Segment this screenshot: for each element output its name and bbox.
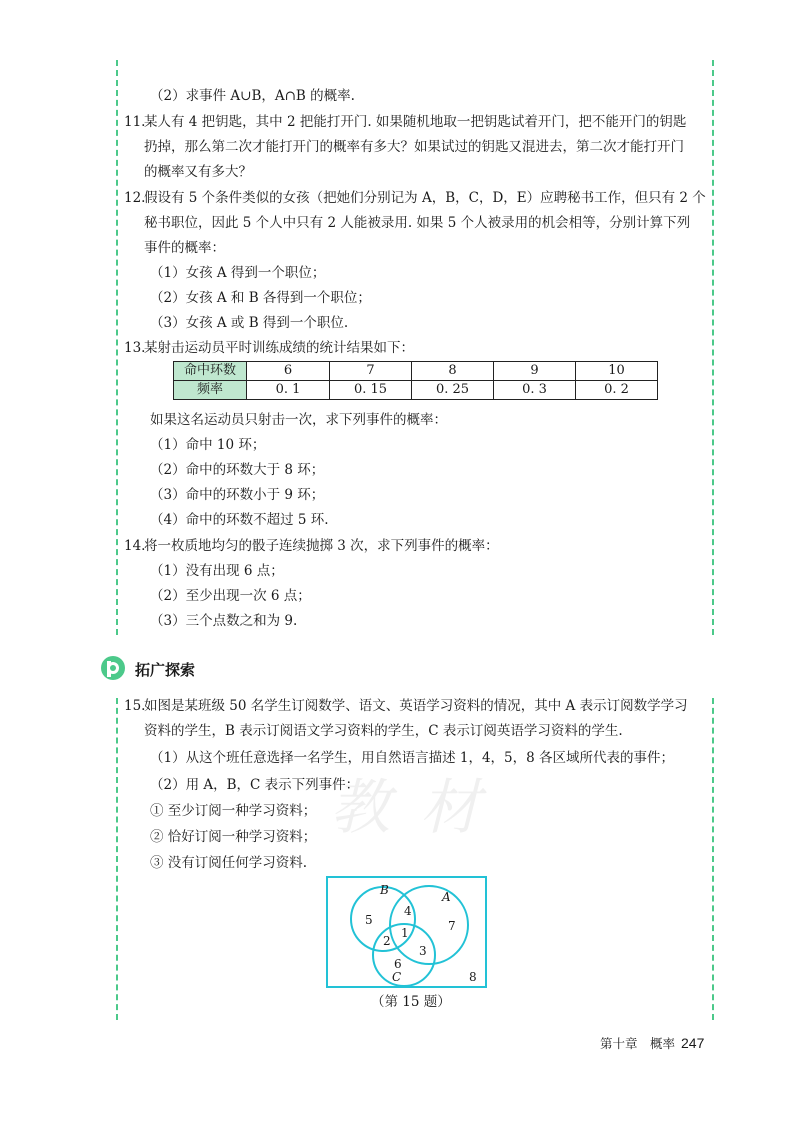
q14-sub2: （2）至少出现一次 6 点； — [150, 588, 311, 604]
table-cell: 0. 1 — [247, 381, 330, 400]
q12-line1: 假设有 5 个条件类似的女孩（把她们分别记为 A，B，C，D，E）应聘秘书工作，但只有 2 个 — [144, 190, 706, 206]
q15-sub2: （2）用 A，B，C 表示下列事件： — [150, 777, 360, 793]
q11-line1: 某人有 4 把钥匙，其中 2 把能打开门. 如果随机地取一把钥匙试着开门，把不能开门的钥匙 — [144, 114, 687, 130]
q14-sub3: （3）三个点数之和为 9. — [150, 613, 298, 629]
venn-region-2: 2 — [383, 934, 391, 948]
q12-sub1: （1）女孩 A 得到一个职位； — [150, 265, 326, 281]
table-cell: 10 — [576, 362, 658, 381]
venn-region-4: 4 — [404, 904, 412, 918]
q13-sub1: （1）命中 10 环； — [150, 437, 266, 453]
page-number: 247 — [681, 1035, 705, 1051]
q14-sub1: （1）没有出现 6 点； — [150, 563, 284, 579]
footer-chapter: 第十章 概率 — [600, 1036, 676, 1051]
q15-choice3: ③ 没有订阅任何学习资料. — [150, 855, 308, 871]
q15-sub1: （1）从这个班任意选择一名学生，用自然语言描述 1，4，5，8 各区域所代表的事件； — [150, 750, 675, 766]
q13-sub3: （3）命中的环数小于 9 环； — [150, 487, 325, 503]
section-logo-icon — [100, 655, 130, 681]
table-cell: 0. 15 — [330, 381, 412, 400]
right-dashed-border-lower — [712, 698, 714, 1020]
left-dashed-border — [116, 60, 118, 635]
q13-sub2: （2）命中的环数大于 8 环； — [150, 462, 325, 478]
venn-region-5: 5 — [365, 913, 373, 927]
venn-region-3: 3 — [419, 944, 427, 958]
q15-choice1: ① 至少订阅一种学习资料； — [150, 803, 317, 819]
venn-label-a: A — [442, 890, 451, 904]
q15-line1: 如图是某班级 50 名学生订阅数学、语文、英语学习资料的情况，其中 A 表示订阅数学学习 — [144, 698, 688, 714]
table-cell: 7 — [330, 362, 412, 381]
table-cell: 0. 3 — [494, 381, 576, 400]
venn-region-8: 8 — [469, 970, 477, 984]
right-dashed-border — [712, 60, 714, 635]
table-cell: 6 — [247, 362, 330, 381]
venn-region-1: 1 — [401, 926, 409, 940]
venn-diagram — [326, 876, 488, 990]
q15-choice2: ② 恰好订阅一种学习资料； — [150, 829, 317, 845]
table-cell: 0. 25 — [412, 381, 494, 400]
venn-region-7: 7 — [448, 919, 456, 933]
q10-sub2: （2）求事件 A∪B，A∩B 的概率. — [150, 88, 355, 104]
q13-sub4: （4）命中的环数不超过 5 环. — [150, 512, 329, 528]
q11-line3: 的概率又有多大？ — [144, 164, 252, 180]
table-row-rings — [174, 362, 658, 381]
q15-number: 15. — [124, 698, 146, 714]
q14-line1: 将一枚质地均匀的骰子连续抛掷 3 次，求下列事件的概率： — [144, 538, 499, 554]
left-dashed-border-lower — [116, 698, 118, 1020]
q14-number: 14. — [124, 538, 146, 554]
q15-line2: 资料的学生，B 表示订阅语文学习资料的学生，C 表示订阅英语学习资料的学生. — [144, 723, 623, 739]
q12-number: 12. — [124, 190, 146, 206]
q12-sub2: （2）女孩 A 和 B 各得到一个职位； — [150, 290, 371, 306]
q11-number: 11. — [124, 114, 146, 130]
table-cell: 9 — [494, 362, 576, 381]
q12-sub3: （3）女孩 A 或 B 得到一个职位. — [150, 315, 349, 331]
table-cell: 0. 2 — [576, 381, 658, 400]
venn-region-6: 6 — [394, 957, 402, 971]
q12-line3: 事件的概率： — [144, 240, 225, 256]
q11-line2: 扔掉，那么第二次才能打开门的概率有多大？如果试过的钥匙又混进去，第二次才能打开门 — [144, 139, 684, 155]
venn-label-b: B — [380, 883, 389, 897]
table-header-rings: 命中环数 — [174, 362, 247, 381]
q13-line1: 某射击运动员平时训练成绩的统计结果如下： — [144, 340, 414, 356]
q13-number: 13. — [124, 340, 146, 356]
table-cell: 8 — [412, 362, 494, 381]
table-row-freq — [174, 381, 658, 400]
venn-label-c: C — [392, 970, 402, 984]
table-header-freq: 频率 — [174, 381, 247, 400]
section-title: 拓广探索 — [135, 661, 196, 679]
shooting-score-table — [173, 361, 658, 400]
q13-line2: 如果这名运动员只射击一次，求下列事件的概率： — [150, 412, 447, 428]
watermark: 教材 — [330, 773, 510, 843]
page-footer — [600, 1034, 704, 1052]
q15-caption: （第 15 题） — [371, 994, 451, 1010]
q12-line2: 秘书职位，因此 5 个人中只有 2 人能被录用. 如果 5 个人被录用的机会相等，分别计算下列 — [144, 215, 691, 231]
